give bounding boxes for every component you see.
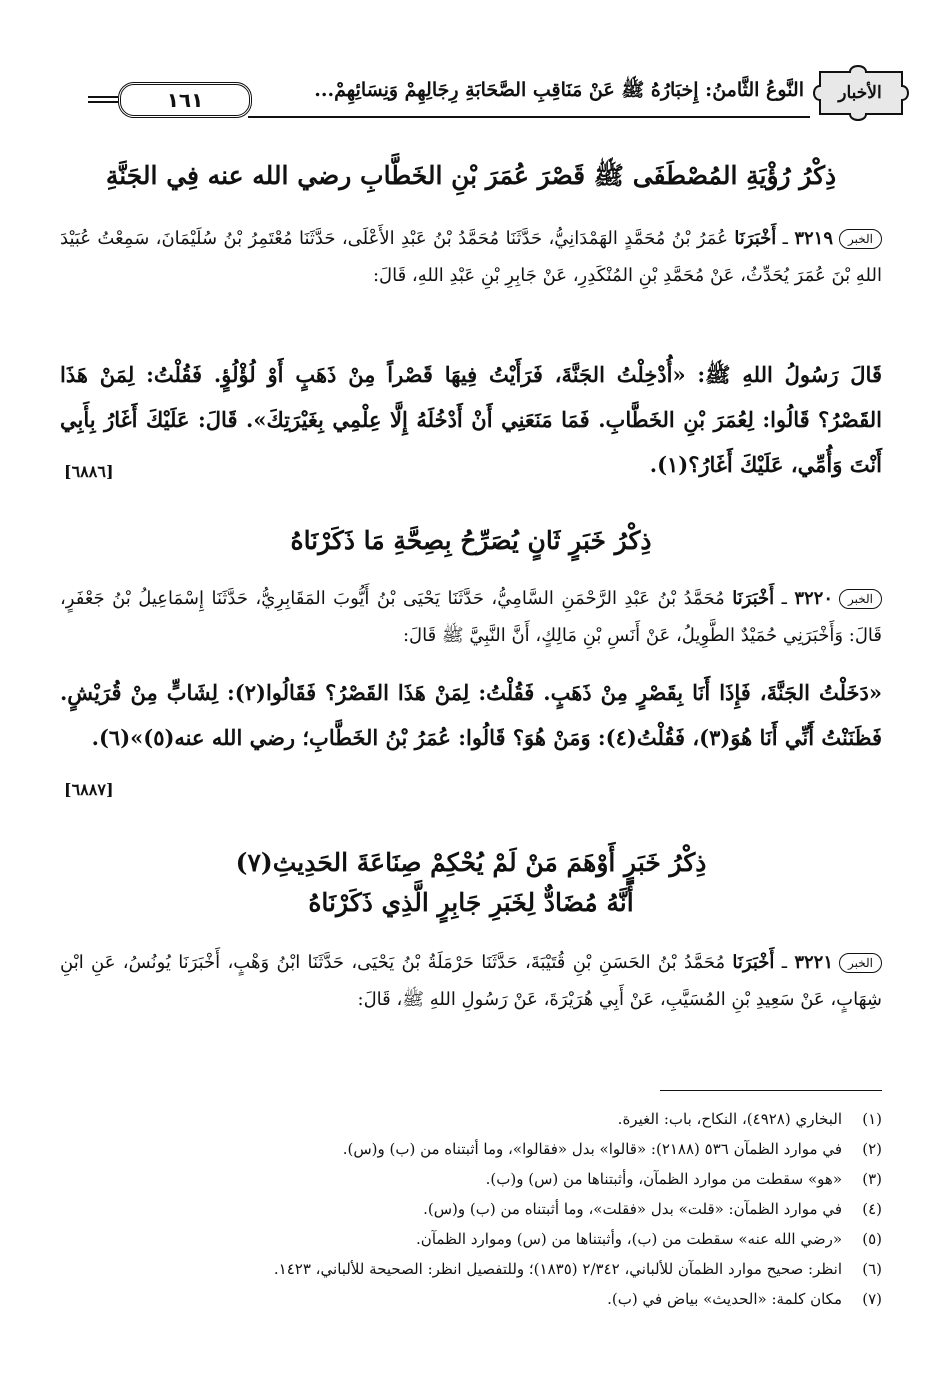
footnote-text: انظر: صحيح موارد الظمآن للألباني، ٢/٣٤٢ (١٨٣٥)؛ وللتفصيل انظر: الصحيحة للألباني، ١٤٢٣. — [273, 1260, 842, 1278]
chapter-heading-continued: أَنَّهُ مُضَادٌّ لِخَبَرِ جَابِرٍ الَّذِي ذَكَرْنَاهُ — [308, 888, 634, 917]
akhbarana: أَخْبَرَنَا — [732, 952, 775, 973]
footnote-text: في موارد الظمآن ٥٣٦ (٢١٨٨): «قالوا» بدل «فقالوا»، وما أثبتناه من (ب) و(س). — [342, 1140, 842, 1158]
footnote-number: (٣) — [862, 1170, 882, 1188]
isnad-text: مُحَمَّدُ بْنُ عَبْدِ الرَّحْمَنِ السَّامِيُّ، حَدَّثَنَا يَحْيَى بْنُ أَيُّوبَ المَقَابِرِيُّ، حَدَّثَنَا إِسْمَاعِيلُ بْنُ جَعْفَرٍ، قَالَ: وَأَخْبَرَنِي حُمَيْدٌ الطَّوِيلُ، عَنْ أَنَسِ بْنِ مَالِكٍ، أَنَّ النَّبِيَّ ﷺ قَالَ: — [60, 588, 882, 646]
footnotes — [60, 1104, 882, 1314]
hadith-3221-isnad: الخبر٣٢٢١ ـ أَخْبَرَنَا مُحَمَّدُ بْنُ الحَسَنِ بْنِ قُتَيْبَةَ، حَدَّثَنَا حَرْمَلَةُ بْنُ يَحْيَى، حَدَّثَنَا ابْنُ وَهْبٍ، أَخْبَرَنَا يُونُسُ، عَنِ ابْنِ شِهَابٍ، عَنْ سَعِيدِ بْنِ المُسَيَّبِ، عَنْ أَبِي هُرَيْرَةَ، عَنْ رَسُولِ اللهِ ﷺ، قَالَ: — [60, 952, 882, 1010]
hadith-number: ٣٢١٩ — [794, 228, 834, 249]
footnote-number: (٢) — [862, 1140, 882, 1158]
hadith-3220-matn: «دَخَلْتُ الجَنَّةَ، فَإِذَا أَنَا بِقَصْرٍ مِنْ ذَهَبٍ. فَقُلْتُ: لِمَنْ هَذَا القَصْرُ؟ فَقَالُوا(٢): لِشَابٍّ مِنْ قُرَيْشٍ. فَظَنَنْتُ أَنِّي أَنَا هُوَ(٣)، فَقُلْتُ(٤): وَمَنْ هُوَ؟ قَالُوا: عُمَرُ بْنُ الخَطَّابِ؛ رضي الله عنه(٥)»(٦). — [60, 680, 882, 750]
running-header — [88, 72, 910, 118]
footnote-text: «رضي الله عنه» سقطت من (ب)، وأثبتناها من (س) وموارد الظمآن. — [416, 1230, 842, 1248]
footnote-number: (١) — [862, 1110, 882, 1128]
footnote-text: مكان كلمة: «الحديث» بياض في (ب). — [607, 1290, 842, 1308]
hadith-number: ٣٢٢٠ — [794, 588, 834, 609]
footnote — [60, 1224, 882, 1254]
khabar-tag: الخبر — [839, 589, 882, 609]
chapter-heading: ذِكْرُ رُؤْيَةِ المُصْطَفَى ﷺ قَصْرَ عُمَرَ بْنِ الخَطَّابِ رضي الله عنه فِي الجَنَّةِ — [105, 161, 837, 190]
footnote — [60, 1134, 882, 1164]
khabar-tag: الخبر — [839, 229, 882, 249]
header-ornament-line — [88, 101, 118, 103]
footnote-number: (٤) — [862, 1200, 882, 1218]
footnote-text: «هو» سقطت من موارد الظمآن، وأثبتناها من (س) و(ب). — [485, 1170, 842, 1188]
puzzle-label: الأخبار — [838, 83, 882, 103]
chapter-heading: ذِكْرُ خَبَرٍ أَوْهَمَ مَنْ لَمْ يُحْكِمْ صِنَاعَةَ الحَدِيثِ(٧) — [235, 848, 707, 877]
footnote — [60, 1104, 882, 1134]
hadith-3219-matn: قَالَ رَسُولُ اللهِ ﷺ: «أُدْخِلْتُ الجَنَّةَ، فَرَأَيْتُ فِيهَا قَصْراً مِنْ ذَهَبٍ أَوْ لُؤْلُؤٍ. فَقُلْتُ: لِمَنْ هَذَا القَصْرُ؟ قَالُوا: لِعُمَرَ بْنِ الخَطَّابِ. فَمَا مَنَعَنِي أَنْ أَدْخُلَهُ إِلَّا عِلْمِي بِغَيْرَتِكَ». قَالَ: عَلَيْكَ أَغَارُ بِأَبِي أَنْتَ وَأُمِّي، عَلَيْكَ أَغَارُ؟(١). — [60, 362, 882, 477]
hadith-3219-isnad: الخبر٣٢١٩ ـ أَخْبَرَنَا عُمَرُ بْنُ مُحَمَّدٍ الهَمْدَانِيُّ، حَدَّثَنَا مُحَمَّدُ بْنُ عَبْدِ الأَعْلَى، حَدَّثَنَا مُعْتَمِرُ بْنُ سُلَيْمَانَ، سَمِعْتُ عُبَيْدَ اللهِ بْنَ عُمَرَ يُحَدِّثُ، عَنْ مُحَمَّدِ بْنِ المُنْكَدِرِ، عَنْ جَابِرِ بْنِ عَبْدِ اللهِ، قَالَ: — [60, 228, 882, 286]
akhbarana: أَخْبَرَنَا — [732, 588, 775, 609]
footnote — [60, 1284, 882, 1314]
footnote — [60, 1164, 882, 1194]
reference-number: [٦٨٨٦] — [64, 462, 114, 481]
footnote-number: (٥) — [862, 1230, 882, 1248]
page-number: ١٦١ — [118, 82, 252, 118]
footnote — [60, 1194, 882, 1224]
puzzle-piece-icon — [810, 64, 910, 122]
footnote — [60, 1254, 882, 1284]
footnote-text: في موارد الظمآن: «قلت» بدل «فقلت»، وما أثبتناه من (ب) و(س). — [423, 1200, 842, 1218]
section-title: النَّوعُ الثَّامنُ: إِخبَارُهُ ﷺ عَنْ مَنَاقِبِ الصَّحَابَةِ رِجَالِهِمْ وَنِسَائِهِمْ... — [314, 79, 804, 101]
footnote-rule — [660, 1090, 882, 1091]
reference-number: [٦٨٨٧] — [64, 780, 114, 799]
footnote-number: (٧) — [862, 1290, 882, 1308]
akhbarana: أَخْبَرَنَا — [734, 228, 777, 249]
footnote-text: البخاري (٤٩٢٨)، النكاح، باب: الغيرة. — [617, 1110, 842, 1128]
hadith-number: ٣٢٢١ — [794, 952, 834, 973]
header-ornament-line — [88, 96, 118, 98]
isnad-text: عُمَرُ بْنُ مُحَمَّدٍ الهَمْدَانِيُّ، حَدَّثَنَا مُحَمَّدُ بْنُ عَبْدِ الأَعْلَى، حَدَّثَنَا مُعْتَمِرُ بْنُ سُلَيْمَانَ، سَمِعْتُ عُبَيْدَ اللهِ بْنَ عُمَرَ يُحَدِّثُ، عَنْ مُحَمَّدِ بْنِ المُنْكَدِرِ، عَنْ جَابِرِ بْنِ عَبْدِ اللهِ، قَالَ: — [60, 228, 882, 286]
footnote-number: (٦) — [862, 1260, 882, 1278]
header-rule — [248, 116, 810, 118]
isnad-text: مُحَمَّدُ بْنُ الحَسَنِ بْنِ قُتَيْبَةَ، حَدَّثَنَا حَرْمَلَةُ بْنُ يَحْيَى، حَدَّثَنَا ابْنُ وَهْبٍ، أَخْبَرَنَا يُونُسُ، عَنِ ابْنِ شِهَابٍ، عَنْ سَعِيدِ بْنِ المُسَيَّبِ، عَنْ أَبِي هُرَيْرَةَ، عَنْ رَسُولِ اللهِ ﷺ، قَالَ: — [60, 952, 882, 1010]
hadith-3220-isnad: الخبر٣٢٢٠ ـ أَخْبَرَنَا مُحَمَّدُ بْنُ عَبْدِ الرَّحْمَنِ السَّامِيُّ، حَدَّثَنَا يَحْيَى بْنُ أَيُّوبَ المَقَابِرِيُّ، حَدَّثَنَا إِسْمَاعِيلُ بْنُ جَعْفَرٍ، قَالَ: وَأَخْبَرَنِي حُمَيْدٌ الطَّوِيلُ، عَنْ أَنَسِ بْنِ مَالِكٍ، أَنَّ النَّبِيَّ ﷺ قَالَ: — [60, 588, 882, 646]
khabar-tag: الخبر — [839, 953, 882, 973]
chapter-heading: ذِكْرُ خَبَرٍ ثَانٍ يُصَرِّحُ بِصِحَّةِ مَا ذَكَرْنَاهُ — [290, 526, 652, 555]
